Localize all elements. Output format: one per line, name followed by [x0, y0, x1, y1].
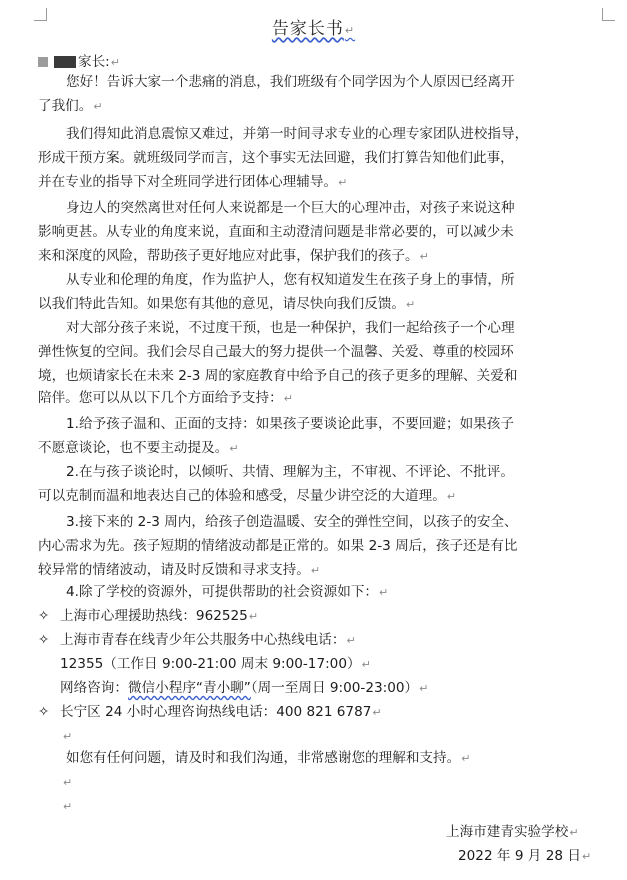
- empty-paragraph: ↵: [63, 730, 73, 743]
- body-line: 形成干预方案。就班级同学而言，这个事实无法回避，我们打算告知他们此事，: [38, 150, 514, 166]
- resource-online: 网络咨询：微信小程序“青小聊”（周一至周日 9:00-23:00）↵: [60, 680, 429, 696]
- body-line: 来和深度的风险，帮助孩子更好地应对此事，保护我们的孩子。↵: [38, 248, 429, 264]
- redaction-block: [38, 57, 48, 67]
- redaction-block: [54, 56, 76, 68]
- body-line: 从专业和伦理的角度，作为监护人，您有权知道发生在孩子身上的事情，所: [66, 272, 515, 288]
- salutation: 家长:↵: [38, 52, 120, 73]
- body-line: 对大部分孩子来说，不过度干预，也是一种保护，我们一起给孩子一个心理: [66, 320, 515, 336]
- empty-paragraph: ↵: [63, 776, 73, 789]
- resource-item-youth-center: ✧ 上海市青春在线青少年公共服务中心热线电话：↵: [38, 632, 356, 648]
- support-item-3: 3.接下来的 2-3 周内，给孩子创造温暖、安全的弹性空间，以孩子的安全、: [66, 514, 518, 530]
- support-item-1: 1.给予孩子温和、正面的支持：如果孩子要谈论此事，不要回避；如果孩子: [66, 416, 514, 432]
- resource-item-changning: ✧ 长宁区 24 小时心理咨询热线电话：400 821 6787↵: [38, 704, 382, 720]
- body-line: 影响更甚。从专业的角度来说，直面和主动澄清问题是非常必要的，可以减少未: [38, 224, 514, 240]
- support-item-4: 4.除了学校的资源外，可提供帮助的社会资源如下：↵: [66, 584, 389, 600]
- support-item-2: 2.在与孩子谈论时，以倾听、共情、理解为主，不审视、不评论、不批评。: [66, 464, 514, 480]
- empty-paragraph: ↵: [63, 800, 73, 813]
- body-line: 较异常的情绪波动，请及时反馈和寻求支持。↵: [38, 562, 321, 578]
- body-line: 陪伴。您可以从以下几个方面给予支持：↵: [38, 390, 293, 406]
- wechat-mini-program-link: 微信小程序“青小聊”: [127, 680, 251, 696]
- body-line: 弹性恢复的空间。我们会尽自己最大的努力提供一个温馨、关爱、尊重的校园环: [38, 344, 514, 360]
- diamond-bullet-icon: ✧: [38, 608, 50, 624]
- body-line: 身边人的突然离世对任何人来说都是一个巨大的心理冲击，对孩子来说这种: [66, 200, 515, 216]
- diamond-bullet-icon: ✧: [38, 704, 50, 720]
- body-line: 可以克制而温和地表达自己的体验和感受，尽量少讲空泛的大道理。↵: [38, 488, 457, 504]
- closing-line: 如您有任何问题，请及时和我们沟通，非常感谢您的理解和支持。↵: [66, 750, 471, 766]
- date: 2022 年 9 月 28 日↵: [458, 848, 592, 864]
- diamond-bullet-icon: ✧: [38, 632, 50, 648]
- body-line: 您好！告诉大家一个悲痛的消息，我们班级有个同学因为个人原因已经离开: [66, 74, 515, 90]
- resource-hours: 12355（工作日 9:00-21:00 周末 9:00-17:00）↵: [60, 656, 371, 672]
- body-line: 内心需求为先。孩子短期的情绪波动都是正常的。如果 2-3 周后，孩子还是有比: [38, 538, 518, 554]
- body-line: 以我们特此告知。如果您有其他的意见，请尽快向我们反馈。↵: [38, 296, 416, 312]
- resource-item-hotline: ✧ 上海市心理援助热线：962525↵: [38, 608, 259, 624]
- body-line: 我们得知此消息震惊又难过，并第一时间寻求专业的心理专家团队进校指导，: [66, 126, 529, 142]
- body-line: 了我们。↵: [38, 98, 103, 114]
- body-line: 不愿意谈论，也不要主动提及。↵: [38, 440, 239, 456]
- school-name: 上海市建青实验学校↵: [446, 824, 579, 840]
- body-line: 并在专业的指导下对全班同学进行团体心理辅导。↵: [38, 174, 348, 190]
- body-line: 境，也烦请家长在未来 2-3 周的家庭教育中给予自己的孩子更多的理解、关爱和: [38, 368, 518, 384]
- document-title: 告家长书↵: [271, 19, 356, 39]
